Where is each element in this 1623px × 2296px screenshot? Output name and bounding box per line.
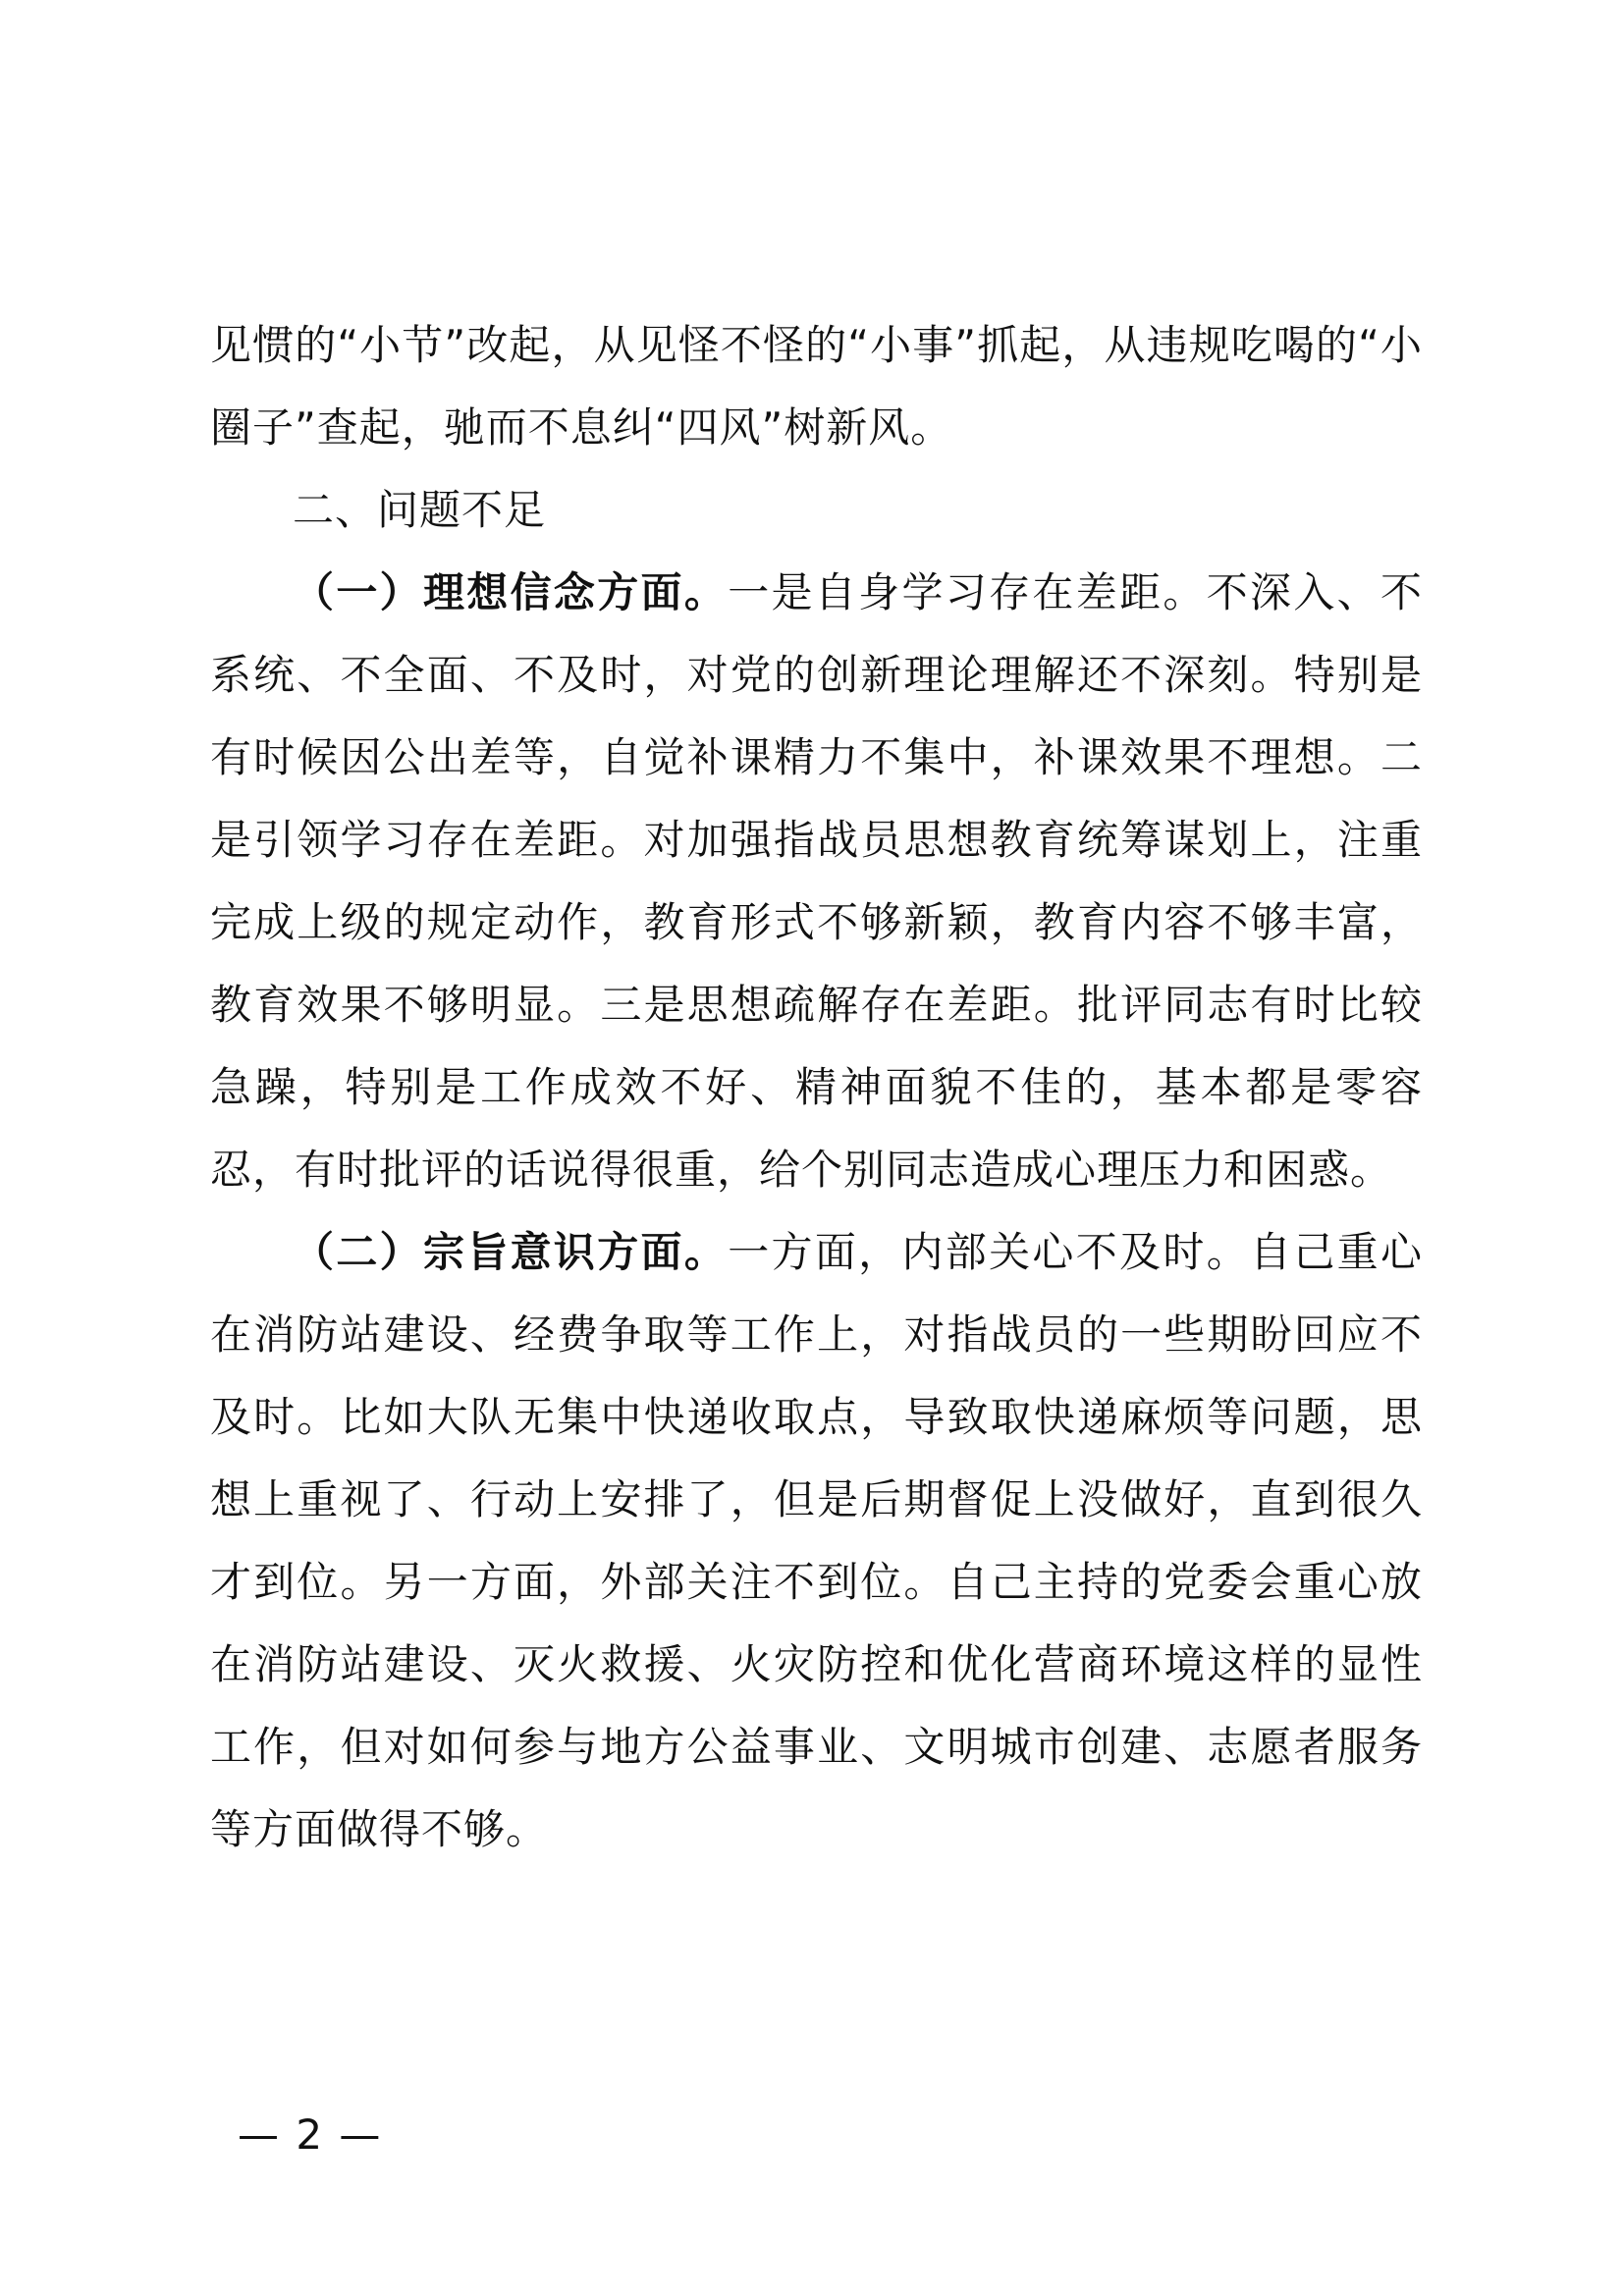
purpose-awareness-text: 一方面，内部关心不及时。自己重心在消防站建设、经费争取等工作上，对指战员的一些期盼回应不及时。比如大队无集中快递收取点，导致取快递麻烦等问题，思想上重视了、行动上安排了，但是后期督促上没做好，直到很久才到位。另一方面，外部关注不到位。自己主持的党委会重心放在消防站建设、灭火救援、火灾防控和优化营商环境这样的显性工作，但对如何参与地方公益事业、文明城市创建、志愿者服务等方面做得不够。 [210, 1228, 1423, 1853]
ideal-belief-text: 一是自身学习存在差距。不深入、不系统、不全面、不及时，对党的创新理论理解还不深刻。特别是有时候因公出差等，自觉补课精力不集中，补课效果不理想。二是引领学习存在差距。对加强指战员思想教育统筹谋划上，注重完成上级的规定动作，教育形式不够新颖，教育内容不够丰富，教育效果不够明显。三是思想疏解存在差距。批评同志有时比较急躁，特别是工作成效不好、精神面貌不佳的，基本都是零容忍，有时批评的话说得很重，给个别同志造成心理压力和困惑。 [210, 568, 1423, 1194]
purpose-awareness-lead: （二）宗旨意识方面。 [293, 1228, 729, 1276]
ideal-belief-paragraph [210, 552, 1423, 1211]
document-body [210, 304, 1423, 1871]
ideal-belief-lead: （一）理想信念方面。 [293, 568, 729, 616]
section-heading: 二、问题不足 [293, 486, 547, 534]
purpose-awareness-paragraph [210, 1211, 1423, 1871]
page-number: — 2 — [238, 2110, 383, 2159]
continuation-paragraph: 见惯的“小节”改起，从见怪不怪的“小事”抓起，从违规吃喝的“小圈子”查起，驰而不息纠“四风”树新风。 [210, 321, 1423, 452]
